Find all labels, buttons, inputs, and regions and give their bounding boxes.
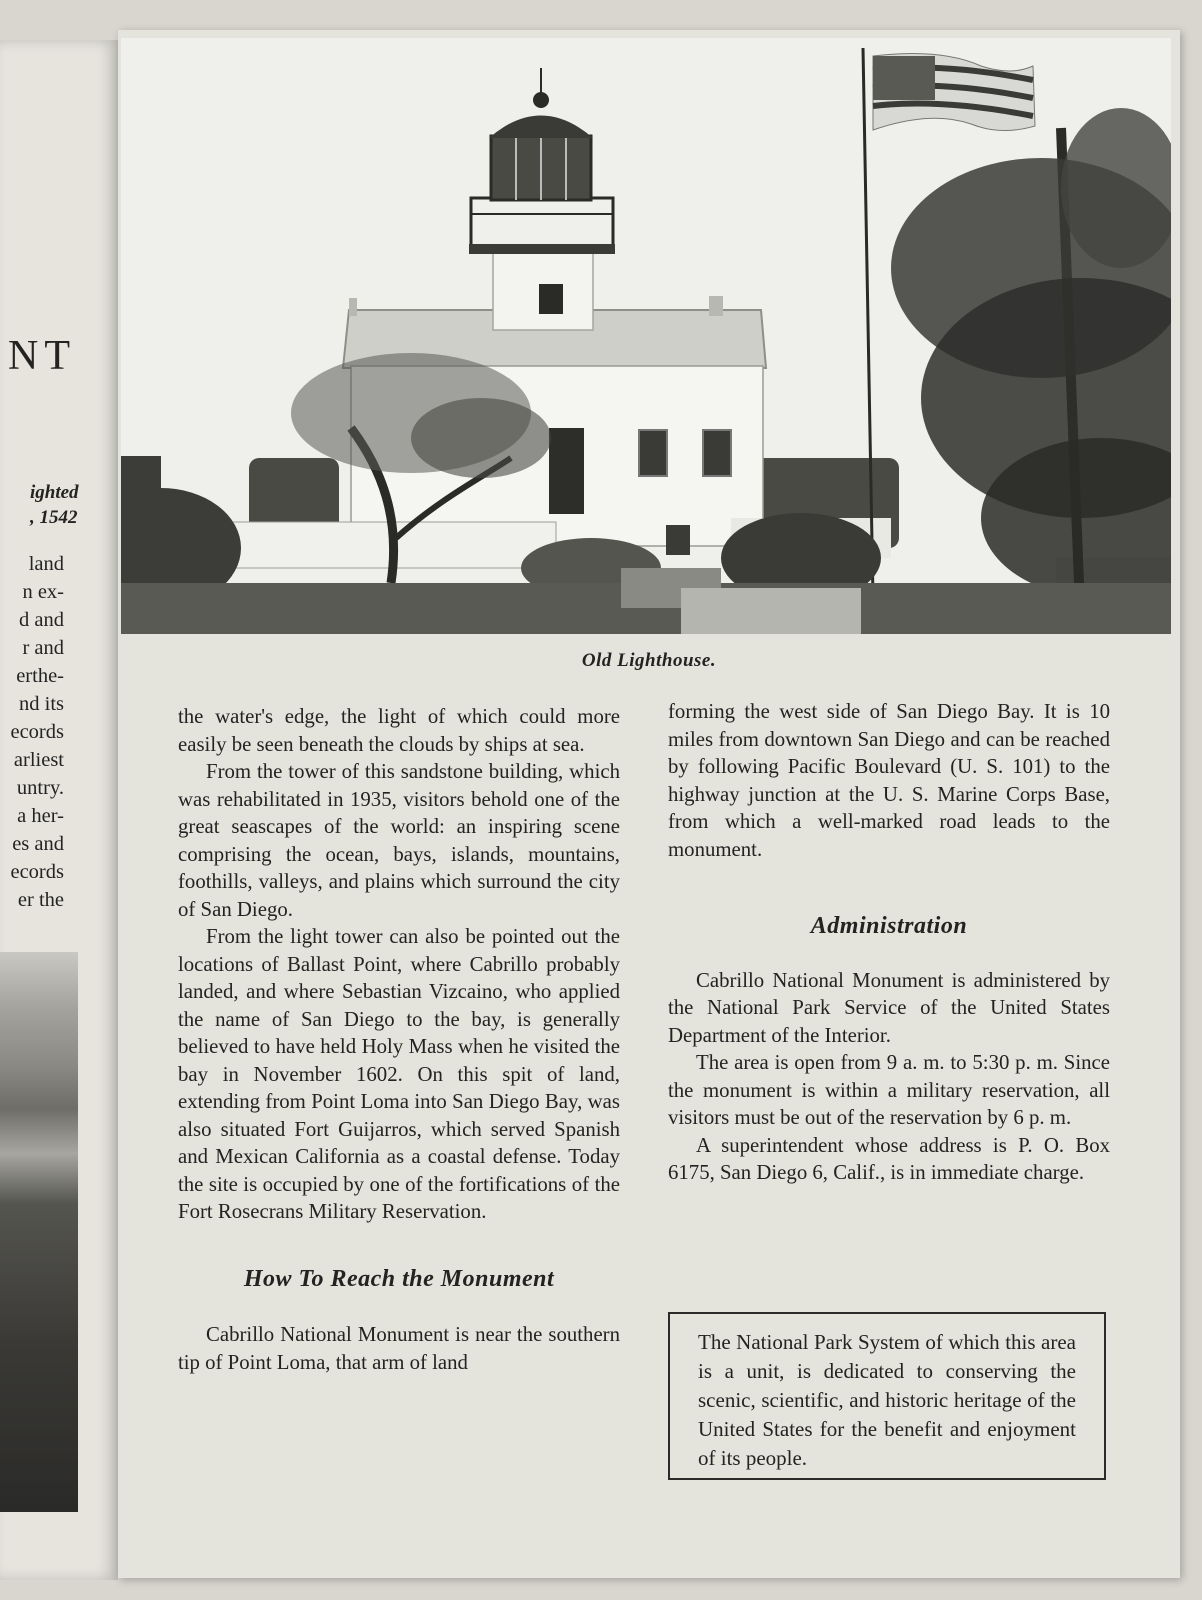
section-heading-administration: Administration (810, 913, 968, 939)
left-text-line: erthe- (16, 665, 64, 687)
paragraph: the water's edge, the light of which could more easily be seen beneath the clouds by ships at sea. (178, 705, 620, 756)
lighthouse-photo (121, 38, 1171, 634)
paragraph: Cabrillo National Monument is near the southern tip of Point Loma, that arm of land (178, 1323, 620, 1374)
paragraph: A superintendent whose address is P. O. Box 6175, San Diego 6, Calif., is in immediate charge. (668, 1133, 1110, 1184)
left-page-caption (30, 480, 79, 530)
left-text-line: untry. (16, 777, 64, 799)
left-text-line: a her- (17, 805, 64, 827)
lighthouse-illustration (121, 38, 1171, 634)
paragraph: From the light tower can also be pointed out the locations of Ballast Point, where Cabrillo probably landed, and where Sebastian Vizcaino, who applied the name of San Diego to the bay, is generally believed to have held Holy Mass when he visited the bay in November 1602. On this spit of land, extending from Point Loma into San Diego Bay, was also situated Fort Guijarros, which served Spanish and Mexican California as a coastal defense. Today the site is occupied by one of the fortifications of the Fort Rosecrans Military Reservation. (178, 925, 620, 1223)
left-page-title-fragment: NT (8, 333, 76, 379)
left-page-fragment (0, 40, 118, 1580)
left-text-line: nd its (19, 693, 64, 715)
left-text-line: ecords (10, 861, 64, 883)
paragraph: forming the west side of San Diego Bay. It is 10 miles from downtown San Diego and can be reached by following Pacific Boulevard (U. S. 101) to the highway junction at the U. S. Marine Corps Base, from which a well-marked road leads to the monument. (668, 700, 1110, 861)
left-text-line: d and (19, 609, 64, 631)
paragraph: The area is open from 9 a. m. to 5:30 p. m. Since the monument is within a military reservation, all visitors must be out of the reservation by 6 p. m. (668, 1051, 1110, 1129)
left-text-line: land (28, 553, 64, 575)
photo-caption: Old Lighthouse. (581, 650, 717, 671)
left-page-text (0, 550, 64, 914)
left-text-line: arliest (13, 749, 64, 771)
paragraph: From the tower of this sandstone building, which was rehabilitated in 1935, visitors behold one of the great seascapes of the world: an inspiring scene comprising the ocean, bays, islands, mountains, foothills, valleys, and plains which surround the city of San Diego. (178, 760, 620, 921)
left-text-line: er the (17, 889, 64, 911)
left-text-line: es and (12, 833, 64, 855)
national-park-system-notice: The National Park System of which this area is a unit, is dedicated to conserving the scenic, scientific, and historic heritage of the United States for the benefit and enjoyment of its people. (668, 1312, 1106, 1480)
brochure-page (118, 30, 1180, 1578)
aerial-photo-fragment (0, 952, 78, 1512)
left-caption-line: , 1542 (30, 507, 78, 528)
text-column-left (178, 703, 620, 1376)
left-text-line: r and (22, 637, 64, 659)
left-text-line: n ex- (22, 581, 64, 603)
left-text-line: ecords (10, 721, 64, 743)
left-caption-line: ighted (30, 482, 79, 503)
section-heading-how-to-reach: How To Reach the Monument (243, 1265, 555, 1292)
text-column-right (668, 698, 1110, 1187)
paragraph: Cabrillo National Monument is administered by the National Park Service of the United States Department of the Interior. (668, 968, 1110, 1047)
